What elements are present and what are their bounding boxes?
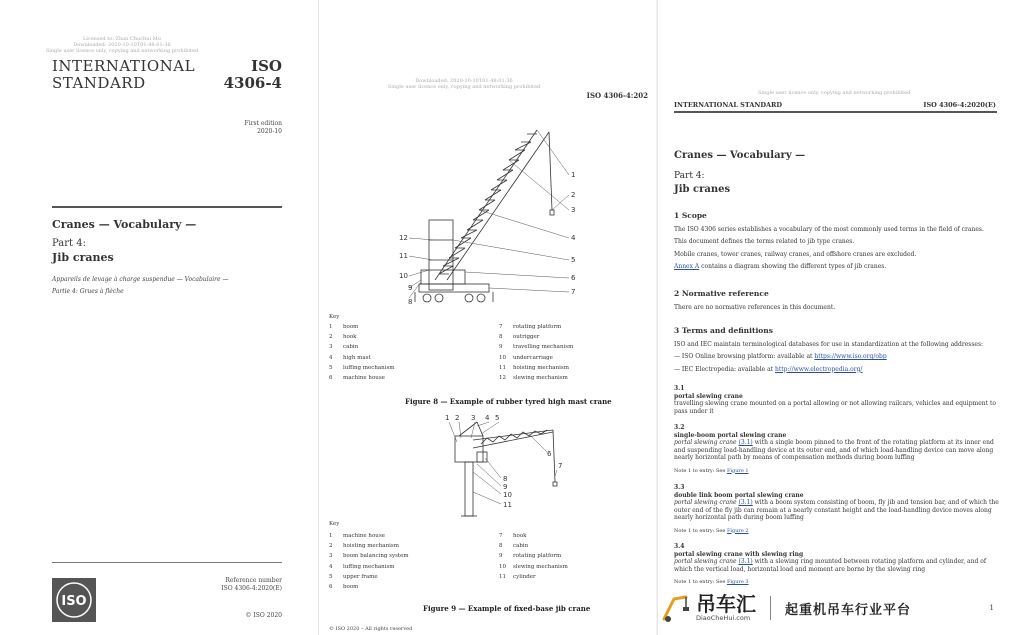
key-row [499,353,649,363]
key-number: 8 [499,334,503,341]
term-ref-link[interactable]: (3.1) [738,499,753,506]
key-text: slewing mechanism [513,563,568,570]
key-text: cabin [343,344,359,351]
key-row [499,572,649,582]
key-number: 9 [499,553,503,560]
key-text: high mast [343,354,371,361]
key-text: luffing mechanism [343,364,395,371]
figure-9-key [329,531,649,592]
term-3-4: 3.4 portal slewing crane with slewing ring portal slewing crane (3.1) with a slewing ring mounted between rotating platform and cylinder, and of which the vertical load, horizontal load and moment are borne by the slewing ring Note 1 to entry: See Figure 3 [674,543,987,585]
key-row [499,582,649,592]
key-number: 5 [329,364,333,371]
key-row [329,582,499,592]
key-number: 2 [329,334,333,341]
brand-url: DiaoCheHui.com [696,614,751,623]
iso-number: ISO 4306-4 [223,57,282,92]
key-row [329,531,499,541]
reference-number: Reference number ISO 4306-4:2020(E) [221,577,282,592]
figure-8-key-label: Key [329,314,340,320]
doc-subtitle: Jib cranes [52,251,114,264]
term-3-1: 3.1 portal slewing crane travelling slewing crane mounted on a portal allowing or not allowing railcars, vehicles and equipment to pass under it [674,385,996,415]
figure-9-drawing [429,412,579,522]
figure-link[interactable]: Figure 1 [726,467,749,474]
key-row [329,322,499,332]
figure-8-key [329,322,649,383]
key-text: luffing mechanism [343,563,395,570]
key-text: boom [343,584,359,591]
iso-obp-link[interactable]: https://www.iso.org/obp [814,353,887,360]
key-number: 3 [329,344,333,351]
key-row [329,332,499,342]
key-row [329,353,499,363]
key-text: outrigger [513,334,540,341]
svg-text:8: 8 [408,298,413,306]
key-text: machine house [343,533,385,539]
key-row [499,342,649,352]
standard-label: INTERNATIONAL STANDARD [52,57,196,92]
key-number: 5 [329,573,333,580]
svg-text:11: 11 [503,501,512,509]
key-row [329,541,499,551]
french-title: Appareils de levage à charge suspendue — Vocabulaire — Partie 4: Grues à flèche [52,276,229,295]
key-number: 7 [499,533,503,539]
watermark: Single user licence only, copying and networking prohibited [758,90,911,96]
figure-link[interactable]: Figure 2 [726,527,749,534]
section-terms: 3 Terms and definitions ISO and IEC maintain terminological databases for use in standardization at the following addresses: — ISO Online browsing platform: available at https://www.iso.org/obp — IEC Electropedia: available at http://www.electropedia.org/ [674,327,999,373]
svg-text:7: 7 [571,288,576,296]
term-3-3: 3.3 double link boom portal slewing crane portal slewing crane (3.1) with a boom system consisting of boom, fly jib and tension bar, and of which the outer end of the fly jib can remain at a nearly constant height and the load-handling device moves along nearly horizontal path during boom luffing Note 1 to entry: See Figure 2 [674,484,999,534]
annex-link[interactable]: Annex A [674,263,700,270]
key-row [499,562,649,572]
page-number: 1 [989,604,994,612]
key-text: hook [343,334,357,341]
doc-part: Part 4: [52,238,86,249]
key-text: cabin [513,543,529,550]
key-number: 9 [499,344,503,351]
svg-text:7: 7 [558,462,563,470]
svg-text:4: 4 [485,414,490,422]
key-text: boom balancing system [343,553,409,560]
key-number: 1 [329,533,333,539]
brand-slogan: 起重机吊车行业平台 [785,602,912,618]
svg-text:2: 2 [571,191,576,199]
key-number: 7 [499,324,503,330]
section-heading: 2 Normative reference [674,289,769,298]
edition: First edition 2020-10 [244,120,282,135]
svg-text:2: 2 [455,414,460,422]
term-ref-link[interactable]: (3.1) [738,439,753,446]
text-page [657,0,1010,635]
svg-text:ISO: ISO [61,594,87,609]
svg-text:4: 4 [571,234,576,242]
key-text: slewing mechanism [513,375,568,382]
figure-8-caption: Figure 8 — Example of rubber tyred high mast crane [405,397,612,406]
header-rule [674,111,997,113]
cover-page [0,0,318,635]
key-number: 2 [329,543,333,550]
key-text: hoisting mechanism [343,543,399,550]
iso-logo [52,578,96,622]
key-text: boom [343,324,359,330]
page-header-left: INTERNATIONAL STANDARD [674,101,783,109]
key-number: 12 [499,375,506,382]
key-number: 4 [329,354,333,361]
page-header-number: ISO 4306-4:202 [586,91,648,100]
key-number: 6 [329,375,333,382]
svg-text:10: 10 [503,491,512,499]
svg-text:9: 9 [408,284,413,292]
key-text: cylinder [513,573,536,580]
svg-text:9: 9 [503,483,508,491]
key-row [499,551,649,561]
key-text: hook [513,533,527,539]
section-heading: 3 Terms and definitions [674,326,773,335]
brand-name: 吊车汇 [696,592,756,617]
svg-text:1: 1 [571,171,576,179]
electropedia-link[interactable]: http://www.electropedia.org/ [775,365,863,373]
key-row [329,373,499,383]
page-footer: © ISO 2020 – All rights reserved [329,626,413,632]
brand-divider [770,596,771,620]
key-number: 8 [499,543,503,550]
crane-logo-icon [660,593,690,623]
key-text: travelling mechanism [513,344,574,351]
page-header-right: ISO 4306-4:2020(E) [923,101,996,109]
figure-8-drawing [399,120,609,310]
doc-title: Cranes — Vocabulary — [674,150,806,161]
watermark: Downloaded: 2020-10-10T01:48:01:36 Single user licence only, copying and networking prohibited [387,78,541,90]
key-number: 4 [329,563,333,570]
svg-text:1: 1 [445,414,450,422]
watermark: Licensed to: Zhan Chuchui Mu Downloaded: 2020-10-10T01:48:01:36 Single user licence only, copying and networking prohibited [45,36,199,54]
term-3-2: 3.2 single-boom portal slewing crane portal slewing crane (3.1) with a single boom pinned to the front of the rotating platform at its inner end and suspending load-handling device at its outer end, and of which load-handling device can move along nearly horizontal path by means of compensation methods during boom luffing Note 1 to entry: See Figure 1 [674,424,994,474]
key-row [499,541,649,551]
footer-rule [52,562,282,563]
svg-text:8: 8 [503,475,508,483]
key-text: upper frame [343,573,378,580]
key-row [499,332,649,342]
key-number: 11 [499,364,506,371]
key-number: 1 [329,324,333,330]
key-row [329,562,499,572]
figure-link[interactable]: Figure 3 [726,579,749,585]
key-row [499,322,649,332]
svg-text:5: 5 [571,256,576,264]
key-text: hoisting mechanism [513,364,569,371]
brand-watermark [660,590,960,626]
key-number: 10 [499,354,506,361]
key-number: 6 [329,584,333,591]
key-row [329,342,499,352]
key-row [329,363,499,373]
key-number: 10 [499,563,506,570]
doc-title: Cranes — Vocabulary — [52,218,197,231]
svg-text:10: 10 [399,272,408,280]
key-row [499,531,649,541]
doc-subtitle: Jib cranes [674,184,731,195]
copyright: © ISO 2020 [245,612,282,619]
figure-9-caption: Figure 9 — Example of fixed-base jib crane [423,604,591,613]
svg-text:12: 12 [399,234,408,242]
doc-part: Part 4: [674,171,705,181]
term-ref-link[interactable]: (3.1) [738,558,753,565]
svg-text:3: 3 [471,414,476,422]
figure-9-key-label: Key [329,521,340,527]
section-scope: 1 Scope The ISO 4306 series establishes a vocabulary of the most commonly used terms in the field of cranes. This document defines the terms related to jib type cranes. Mobile cranes, tower cranes, railway cranes, and offshore cranes are excluded. Annex A contains a diagram showing the different types of jib cranes. [674,212,999,271]
figures-page [318,0,656,635]
key-number: 11 [499,573,506,580]
title-rule [52,206,282,208]
section-normative: 2 Normative reference There are no normative references in this document. [674,290,999,311]
section-heading: 1 Scope [674,211,707,220]
svg-text:3: 3 [571,206,576,214]
svg-text:6: 6 [571,274,576,282]
key-row [329,572,499,582]
svg-text:6: 6 [547,450,552,458]
key-row [499,363,649,373]
svg-text:5: 5 [495,414,500,422]
svg-text:11: 11 [399,252,408,260]
key-row [329,551,499,561]
key-row [499,373,649,383]
key-number: 3 [329,553,333,560]
key-text: rotating platform [513,324,562,330]
key-text: rotating platform [513,553,562,560]
key-text: undercarriage [513,354,553,361]
key-text: machine house [343,375,385,382]
